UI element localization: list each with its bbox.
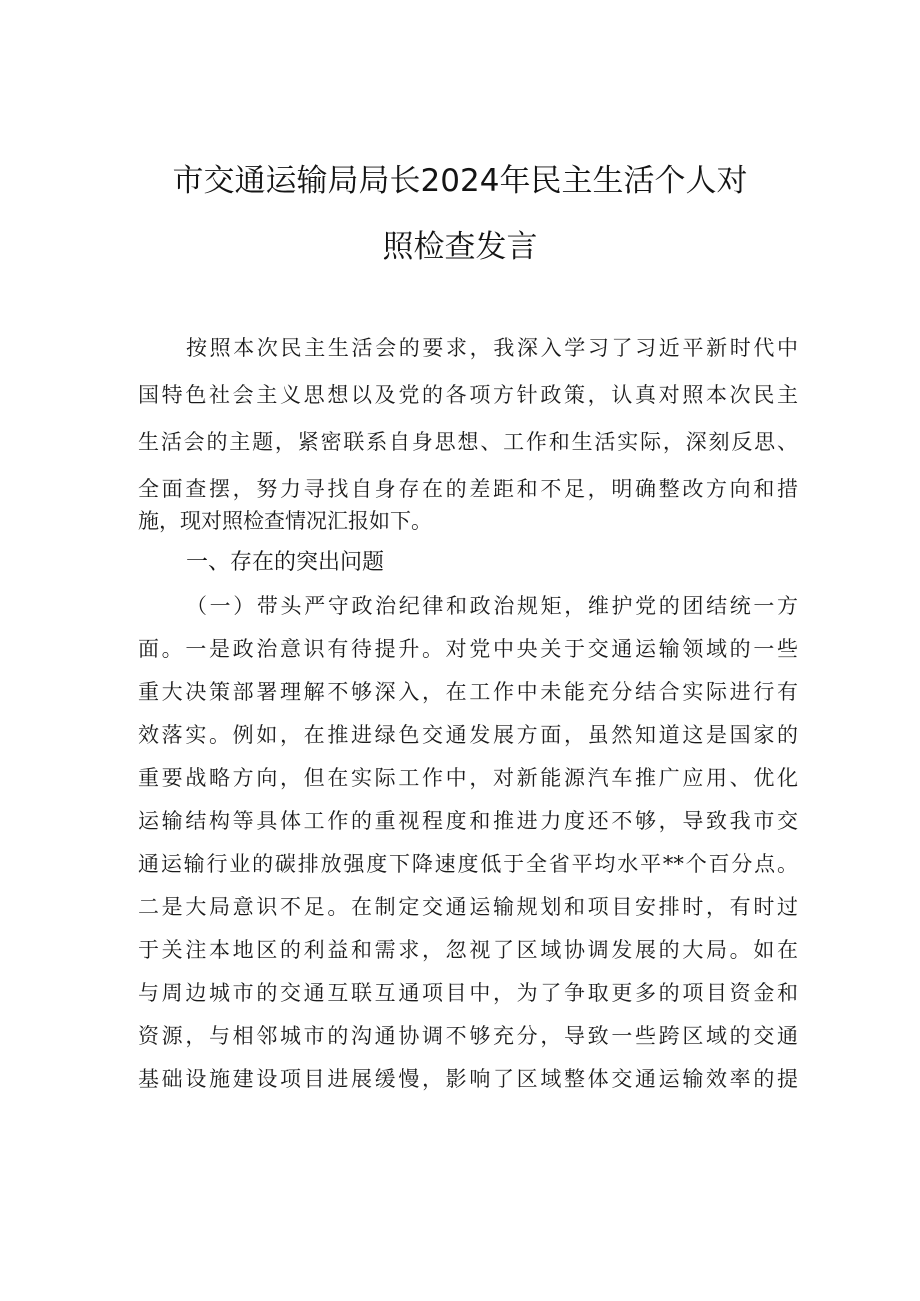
section-paragraph-line: 基础设施建设项目进展缓慢，影响了区域整体交通运输效率的提 bbox=[138, 1067, 798, 1091]
section-paragraph-line: 面。一是政治意识有待提升。对党中央关于交通运输领域的一些 bbox=[138, 637, 798, 661]
section-paragraph-line: （一）带头严守政治纪律和政治规矩，维护党的团结统一方 bbox=[186, 594, 798, 618]
section-paragraph-line: 通运输行业的碳排放强度下降速度低于全省平均水平**个百分点。 bbox=[138, 852, 798, 876]
intro-paragraph-line: 国特色社会主义思想以及党的各项方针政策，认真对照本次民主 bbox=[138, 383, 798, 407]
intro-paragraph-line: 施，现对照检查情况汇报如下。 bbox=[138, 509, 432, 533]
section-paragraph-line: 重大决策部署理解不够深入，在工作中未能充分结合实际进行有 bbox=[138, 680, 798, 704]
section-paragraph-line: 于关注本地区的利益和需求，忽视了区域协调发展的大局。如在 bbox=[138, 938, 798, 962]
document-title-line-2: 照检查发言 bbox=[382, 229, 538, 265]
document-title-line-1: 市交通运输局局长2024年民主生活个人对 bbox=[172, 163, 748, 199]
intro-paragraph-line: 生活会的主题，紧密联系自身思想、工作和生活实际，深刻反思、 bbox=[138, 430, 798, 454]
section-paragraph-line: 运输结构等具体工作的重视程度和推进力度还不够，导致我市交 bbox=[138, 809, 798, 833]
intro-paragraph-line: 全面查摆，努力寻找自身存在的差距和不足，明确整改方向和措 bbox=[138, 477, 798, 501]
section-paragraph-line: 重要战略方向，但在实际工作中，对新能源汽车推广应用、优化 bbox=[138, 766, 798, 790]
section-paragraph-line: 二是大局意识不足。在制定交通运输规划和项目安排时，有时过 bbox=[138, 895, 798, 919]
section-paragraph-line: 效落实。例如，在推进绿色交通发展方面，虽然知道这是国家的 bbox=[138, 723, 798, 747]
intro-paragraph-line: 按照本次民主生活会的要求，我深入学习了习近平新时代中 bbox=[186, 336, 798, 360]
section-paragraph-line: 资源，与相邻城市的沟通协调不够充分，导致一些跨区域的交通 bbox=[138, 1024, 798, 1048]
section-heading: 一、存在的突出问题 bbox=[186, 550, 385, 575]
section-paragraph-line: 与周边城市的交通互联互通项目中，为了争取更多的项目资金和 bbox=[138, 981, 798, 1005]
